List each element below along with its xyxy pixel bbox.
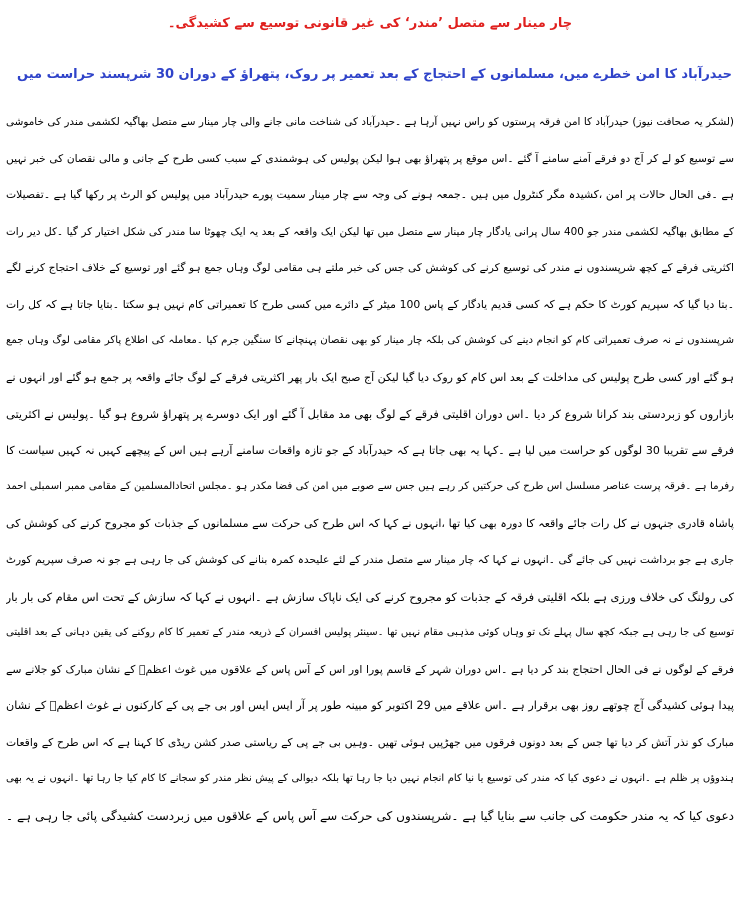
body-line: (لشکر یہ صحافت نیوز) حیدرآباد کا امن فرقہ پرستوں کو راس نہیں آرہا ہے ۔حیدرآباد کی شناخت مانی جانے والی چار مینار سے متصل بھاگیہ لکشمی مندر کی خاموشی [6,116,734,128]
body-line: کی رولنگ کی خلاف ورزی ہے بلکہ اقلیتی فرقہ کے جذبات کو مجروح کرنے کی ایک ناپاک سازش ہے ۔انہوں نے کہا کہ سازش کے تحت اس مقام کی بار بار [6,589,734,604]
body-line: مبارک کو نذر آتش کر دیا تھا جس کے بعد دونوں فرقوں میں جھڑپیں ہوئی تھیں ۔وہیں بی جے پی کے ریاستی صدر کشن ریڈی کا کہنا ہے کہ اس طرح کے واقعات [6,735,734,749]
body-line: دعوی کیا کہ یہ مندر حکومت کی جانب سے بنایا گیا ہے ۔شرپسندوں کی حرکت سے آس پاس کے علاقوں میں زبردست کشیدگی پائی جا رہی ہے ۔ [6,808,734,823]
body-line: شرپسندوں نے نہ صرف تعمیراتی کام کو انجام دینے کی کوشش کی بلکہ چار مینار کو بھی نقصان پہنچانے کا سنگین جرم کیا ۔معاملہ کی اطلاع پاکر مقامی لوگ وہاں جمع [6,335,734,346]
body-line: ۔بتا دیا گیا کہ سپریم کورٹ کا حکم ہے کہ کسی قدیم یادگار کے پاس 100 میٹر کے دائرے میں کسی طرح کا تعمیراتی کام نہیں ہو سکتا ۔بتایا جاتا ہے کہ کل رات [6,297,734,311]
body-line: رفرما ہے ۔فرقہ پرست عناصر مسلسل اس طرح کی حرکتیں کر رہے ہیں جس سے صوبے میں امن کی فضا مکدر ہو ۔مجلس اتحادالمسلمین کے مقامی ممبر اسمبلی احمد [6,481,734,492]
body-line: بازاروں کو زبردستی بند کرانا شروع کر دیا ۔اس دوران اقلیتی فرقے کے لوگ بھی مد مقابل آ گئے اور ایک دوسرے پر پتھراؤ شروع ہو گیا ۔پولیس نے اکثریتی [6,407,734,421]
body-line: سے توسیع کو لے کر آج دو فرقے آمنے سامنے آ گئے ۔اس موقع پر پتھراؤ بھی ہوا لیکن پولیس کی ہوشمندی کے سبب کسی طرح کے جانی و مالی نقصان کی خبر نہیں [6,152,734,165]
body-line: فرقے کے لوگوں نے فی الحال احتجاج بند کر دیا ہے ۔اس دوران شہر کے قاسم پورا اور اس کے آس پاس کے علاقوں میں غوث اعظمؒ کے نشان مبارک کو جلانے سے [6,662,734,676]
body-line: پیدا ہوئی کشیدگی آج چوتھے روز بھی برقرار ہے ۔اس علاقے میں 29 اکتوبر کو مبینہ طور پر آر ایس ایس اور بی جے پی کے کارکنوں نے غوث اعظمؒ کے نشان [6,699,734,712]
article-subheadline: حیدرآباد کا امن خطرے میں، مسلمانوں کے احتجاج کے بعد تعمیر پر روک، پتھراؤ کے دوران 30 شرپسند حراست میں [17,67,732,82]
body-line: کے مطابق بھاگیہ لکشمی مندر جو 400 سال پرانی یادگار چار مینار سے متصل میں تھا لیکن ایک واقعہ کے بعد یہ ایک چھوٹا سا مندر کی شکل اختیار کر گیا ۔کل دیر رات [6,225,734,238]
body-line: ہو گئے اور کسی طرح پولیس کی مداخلت کے بعد اس کام کو روک دیا گیا لیکن آج صبح ایک بار پھر اکثریتی فرقے کے لوگ جائے واقعہ پر جمع ہو گئے اور انہوں نے [6,370,734,384]
body-line: ہندوؤں پر ظلم ہے ۔انہوں نے دعوی کیا کہ مندر کی توسیع یا نیا کام انجام نہیں دیا جا رہا تھا بلکہ دیوالی کے پیش نظر مندر کو سجانے کا کام کیا جا رہا تھا ۔انہوں نے یہ بھی [6,773,734,784]
body-line: اکثریتی فرقے کے کچھ شرپسندوں نے مندر کی توسیع کرنے کی کوشش کی جس کی خبر ملتے ہی مقامی لوگ وہاں جمع ہو گئے اور توسیع کے خلاف احتجاج کرنے لگے [6,262,734,274]
article-body [6,104,734,894]
article-headline: چار مینار سے متصل ’مندر‘ کی غیر قانونی توسیع سے کشیدگی۔ [167,16,573,31]
body-line: توسیع کی جا رہی ہے جبکہ کچھ سال پہلے تک تو وہاں کوئی مذہبی مقام نہیں تھا ۔سینئر پولیس افسران کے ذریعہ مندر کے تعمیر کا کام روکنے کی یقین دہانی کے بعد اقلیتی [6,627,734,638]
body-line: پاشاہ قادری جنہوں نے کل رات جائے واقعہ کا دورہ بھی کیا تھا ،انہوں نے کہا کہ اس طرح کی حرکت سے مسلمانوں کے جذبات کو مجروح کرنے کی کوشش کی [6,516,734,530]
body-line: ہے ۔فی الحال حالات پر امن ،کشیدہ مگر کنٹرول میں ہیں ۔جمعہ ہونے کی وجہ سے چار مینار سمیت پورے حیدرآباد میں پولیس کو الرٹ پر رکھا گیا ہے ۔تفصیلات [6,188,734,201]
body-line: فرقے سے تقریبا 30 لوگوں کو حراست میں لیا ہے ۔کہا یہ بھی جاتا ہے کہ حیدرآباد کے جو تازہ واقعات سامنے آرہے ہیں اس کے پیچھے کہیں نہ کہیں سیاست کا [6,443,734,457]
body-line: جاری ہے جو برداشت نہیں کی جائے گی ۔انہوں نے کہا کہ چار مینار سے متصل مندر کے لئے علیحدہ کمرہ بنانے کی کوشش کی جا رہی ہے جو نہ صرف سپریم کورٹ [6,554,734,566]
body-line-last [6,834,734,871]
